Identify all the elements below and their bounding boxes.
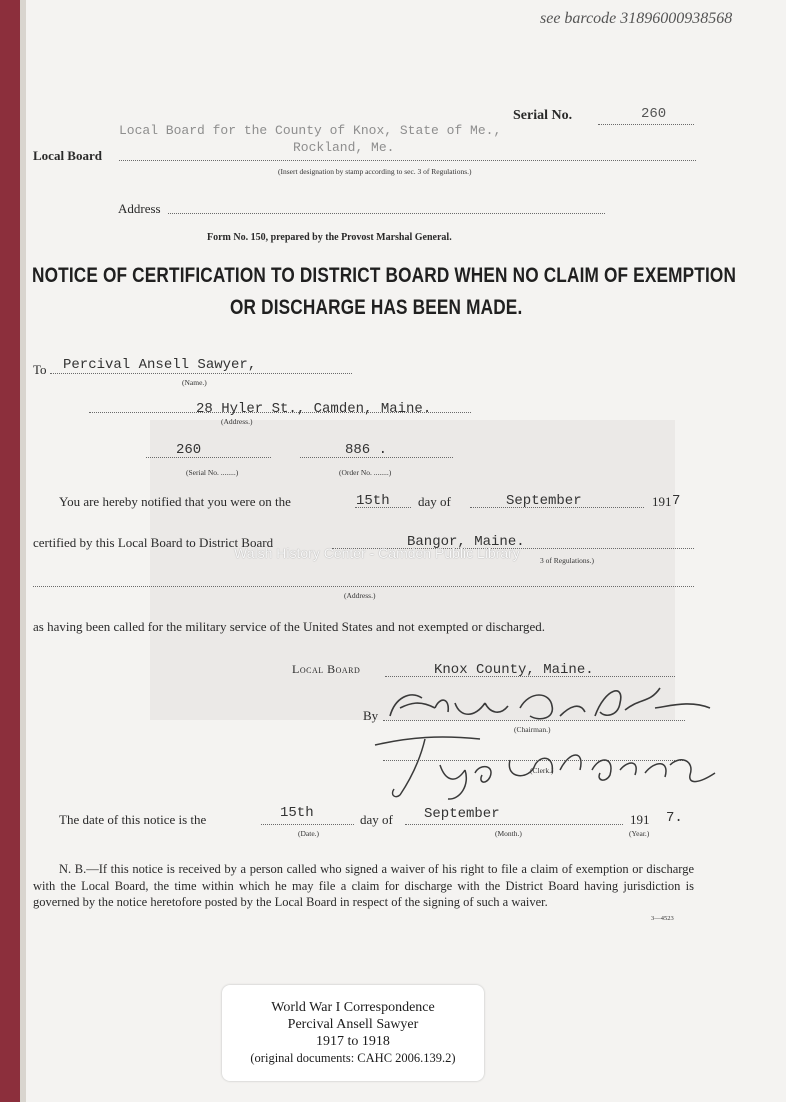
notice-title-line1: NOTICE OF CERTIFICATION TO DISTRICT BOARD WHEN NO CLAIM OF EXEMPTION bbox=[32, 264, 737, 287]
recipient-address: 28 Hyler St., Camden, Maine. bbox=[196, 401, 432, 417]
date-month-caption: (Month.) bbox=[495, 829, 522, 838]
chairman-caption: (Chairman.) bbox=[514, 725, 551, 734]
recipient-order-no: 886 . bbox=[345, 442, 388, 458]
date-year-digit: 7. bbox=[666, 810, 683, 826]
date-year-prefix: 191 bbox=[630, 812, 650, 827]
local-board-label: Local Board bbox=[33, 148, 102, 163]
date-year-caption: (Year.) bbox=[629, 829, 650, 838]
to-label: To bbox=[33, 362, 47, 377]
date-day-of: day of bbox=[360, 812, 393, 827]
called-text: as having been called for the military service of the United States and not exempted or discharged. bbox=[33, 619, 546, 634]
clerk-caption: (Clerk.) bbox=[530, 766, 554, 775]
order-no-caption: (Order No. ........) bbox=[339, 468, 392, 477]
form-line: Form No. 150, prepared by the Provost Marshal General. bbox=[207, 232, 452, 243]
district-address-line bbox=[33, 586, 694, 587]
date-month-line bbox=[405, 824, 623, 825]
notice-year-digit: 7 bbox=[672, 493, 681, 509]
serial-value: 260 bbox=[641, 106, 667, 122]
collection-label bbox=[222, 985, 484, 1081]
notice-day: 15th bbox=[356, 493, 390, 509]
date-day: 15th bbox=[280, 805, 314, 821]
nb-paragraph: N. B.—If this notice is received by a person called who signed a waiver of his right to file a claim of exemption or discharge with the Local Board, the time within which he may file a claim for discharge with the District Board having jurisdiction is governed by the notice heretofore posted by the Local Board in respect of the signing of such a waiver. bbox=[33, 862, 694, 909]
address-caption-recipient: (Address.) bbox=[221, 417, 253, 426]
local-board-sign-label: Local Board bbox=[292, 662, 361, 676]
local-board-stamp-line2: Rockland, Me. bbox=[293, 140, 395, 155]
collection-label-line3: 1917 to 1918 bbox=[316, 1034, 390, 1049]
serial-no-line bbox=[146, 457, 271, 458]
name-caption: (Name.) bbox=[182, 378, 207, 387]
notice-month: September bbox=[506, 493, 582, 509]
date-text: The date of this notice is the bbox=[59, 812, 207, 827]
local-board-stamp-line1: Local Board for the County of Knox, State of Me., bbox=[119, 123, 502, 138]
by-label: By bbox=[363, 708, 379, 723]
show-through-shadow bbox=[150, 420, 675, 720]
local-board-sign-value: Knox County, Maine. bbox=[434, 662, 594, 678]
notice-day-of: day of bbox=[418, 494, 451, 509]
certified-text: certified by this Local Board to District Board bbox=[33, 535, 274, 550]
library-watermark: Walsh History Center - Camden Public Library bbox=[234, 545, 520, 561]
local-board-note: (Insert designation by stamp according to sec. 3 of Regulations.) bbox=[278, 167, 472, 176]
district-board-note: 3 of Regulations.) bbox=[540, 556, 594, 565]
serial-no-caption: (Serial No. ........) bbox=[186, 468, 239, 477]
district-address-caption: (Address.) bbox=[344, 591, 376, 600]
serial-label: Serial No. bbox=[513, 108, 573, 123]
collection-label-line1: World War I Correspondence bbox=[271, 1000, 435, 1015]
name-line bbox=[50, 373, 352, 374]
recipient-name: Percival Ansell Sawyer, bbox=[63, 357, 257, 373]
notice-title-line2: OR DISCHARGE HAS BEEN MADE. bbox=[230, 296, 523, 319]
date-day-caption: (Date.) bbox=[298, 829, 320, 838]
serial-line bbox=[598, 124, 694, 125]
collection-label-line4: (original documents: CAHC 2006.139.2) bbox=[250, 1051, 456, 1065]
collection-label-line2: Percival Ansell Sawyer bbox=[287, 1017, 419, 1032]
notice-text: You are hereby notified that you were on the bbox=[59, 494, 291, 509]
address-label: Address bbox=[118, 201, 161, 216]
recipient-serial-no: 260 bbox=[176, 442, 202, 458]
local-board-line bbox=[119, 160, 696, 161]
date-month: September bbox=[424, 806, 500, 822]
catalog-note: see barcode 31896000938568 bbox=[540, 10, 733, 27]
date-day-line bbox=[261, 824, 354, 825]
notice-year-prefix: 191 bbox=[652, 494, 672, 509]
address-line bbox=[168, 213, 605, 214]
clerk-signature bbox=[370, 725, 730, 805]
print-code: 3—4523 bbox=[651, 915, 674, 922]
district-board-value: Bangor, Maine. bbox=[407, 534, 525, 550]
binder-spine bbox=[0, 0, 20, 1102]
